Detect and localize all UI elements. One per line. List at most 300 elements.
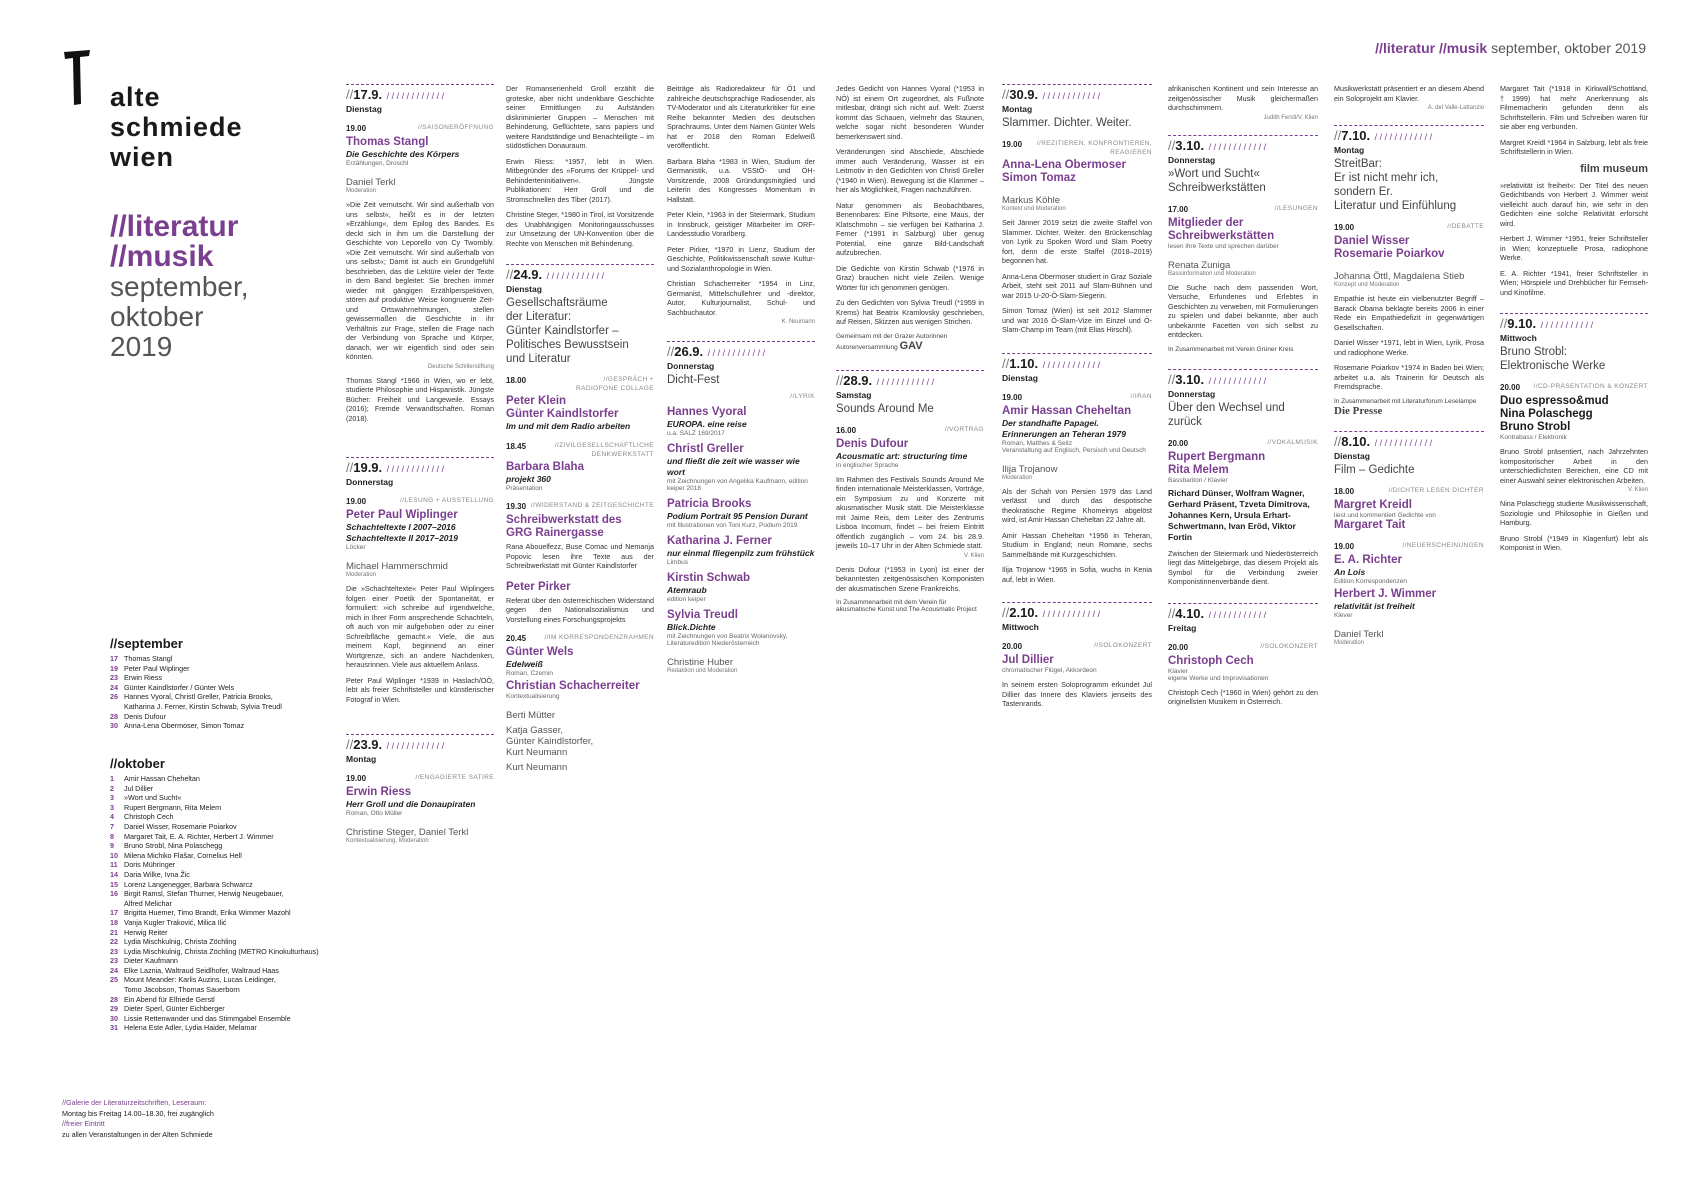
column-8 [1334, 84, 1484, 646]
headline-month-1: september, [110, 271, 249, 302]
event-wort-und-sucht [1168, 205, 1318, 277]
oktober-list-item [110, 966, 340, 976]
event-day: Donnerstag [346, 477, 394, 487]
text-credit: K. Neumann [781, 319, 815, 325]
moderator: Daniel Terkl [1334, 628, 1384, 640]
poet-entry [667, 443, 815, 492]
moderator-role: Moderation [1002, 474, 1033, 481]
list-entry: Bruno Strobl, Nina Polaschegg [124, 841, 223, 851]
oktober-list-item [110, 793, 340, 803]
event-description: »Die Zeit vernutscht. Wir sind außerhalb von uns selbst«, heißt es in der letzten »Erzählung«, dem Epilog des Bandes. Es deckt sich in ihm um die Darstellung der Geschichte von Leporello von Cy Twombly. »Die Zeit vernutscht. Wir sind außerhalb von uns selbst«; Damit ist auch ein Grundgefühl beschrieben, das die Lektüre vieler der Texte in dem Band begleitet: Sie brechen immer wieder mit gängigen Erzählperspektiven, stören auf produktive Weise kongruente Zeit- und Ortswahrnehmungen, stellen gewissermaßen die Geschichte in ihr Verhältnis zur Frage, stellen die Frage nach der Verbindung von Sprache und Körper, danach, wer wir eigentlich sind oder sein könnten. [346, 200, 494, 361]
list-entry: Rupert Bergmann, Rita Melem [124, 802, 222, 812]
author-bio: E. A. Richter *1941, freier Schriftsteller in Wien; Hörspiele und Drehbücher für Fernseh- und Kinofilme. [1500, 268, 1648, 297]
free-entry-text: zu allen Veranstaltungen in der Alten Schmiede [62, 1129, 213, 1139]
book-title: Der standhafte Papagei. [1002, 417, 1099, 428]
publication-note: mit Zeichnungen von Beatrix Wolanovsky, Literaturedition Niederösterreich [667, 633, 788, 647]
sponsor-note: In Zusammenarbeit mit dem Verein für akusmatische Kunst und The Acousmatic Project [836, 599, 977, 613]
event-time: 19.00 [346, 124, 367, 133]
group-name: Schreibwerkstatt des [506, 514, 622, 526]
list-day: 3 [110, 802, 114, 812]
event-tag: //GESPRÄCH + [603, 376, 654, 383]
opening-hours: Montag bis Freitag 14.00–18.30, frei zugänglich [62, 1108, 214, 1118]
author-name: Margaret Tait [1334, 518, 1406, 531]
brand-name [110, 82, 243, 172]
oktober-index [110, 756, 340, 1033]
event-tag: //VORTRAG [944, 425, 984, 433]
list-entry: Lissie Rettenwander und das Stimmgabel Ensemble [124, 1013, 291, 1023]
date-heading-28-9: //28.9. / / / / / / / / / / / / Samstag Sounds Around Me [836, 370, 984, 416]
text-credit: A. del Valle-Lattanzio [1427, 105, 1484, 111]
author-name: E. A. Richter [1334, 553, 1402, 566]
list-entry: Christoph Cech [124, 812, 174, 822]
book-publisher: Erzählungen, Droschl [346, 160, 409, 167]
oktober-list-item [110, 803, 340, 813]
event-strobl [1500, 383, 1648, 441]
performer-name: Anna-Lena Obermoser [1002, 159, 1126, 171]
galerie-label: //Galerie der Literaturzeitschriften, Leseraum: [62, 1098, 207, 1107]
film-museum-logo: film museum [1580, 162, 1648, 175]
die-presse-logo: Die Presse [1334, 404, 1383, 417]
list-entry: Lorenz Langenegger, Barbara Schwarcz [124, 879, 253, 889]
list-entry: Tomo Jacobson, Thomas Sauerborn [124, 985, 240, 995]
brand-line-3: wien [110, 142, 175, 172]
event-date: //3.10. [1168, 137, 1205, 153]
author-name: Herbert J. Wimmer [1334, 587, 1437, 600]
event-tag: //WIDERSTAND & ZEITGESCHICHTE [530, 502, 654, 509]
column-5 [836, 84, 984, 613]
footer-info [62, 1098, 302, 1140]
september-list-item [110, 712, 330, 722]
list-day: 3 [110, 793, 114, 803]
event-day: Freitag [1168, 622, 1197, 633]
oktober-list-item [110, 908, 340, 918]
poem-collection-title: Podium Portrait 95 Pension Durant [667, 511, 808, 521]
oktober-list-item [110, 880, 340, 890]
event-time: 20.00 [1168, 642, 1189, 652]
poet-entry [667, 572, 815, 603]
poetry-description: Die Gedichte von Kirstin Schwab (*1976 in Graz) brauchen nicht viele Zeilen. Wenige Wörter für ich genommen genügen. [836, 263, 984, 292]
author-bio: Daniel Wisser *1971, lebt in Wien, Lyrik, Prosa und radiophone Werke. [1334, 338, 1484, 357]
event-date: //26.9. [667, 344, 704, 359]
list-entry: Peter Paul Wiplinger [124, 663, 190, 673]
moderator: Johanna Öttl, Magdalena Stieb [1334, 271, 1465, 282]
event-time: 19.00 [346, 497, 367, 506]
event-day: Donnerstag [1168, 388, 1216, 399]
list-day: 23 [110, 673, 118, 683]
poet-entry [667, 609, 815, 647]
event-time: 19.00 [1002, 140, 1023, 149]
continued-text: Musikwerkstatt präsentiert er an diesem Abend ein Soloprojekt am Klavier. [1334, 84, 1484, 103]
author-bio: Margret Kreidl *1964 in Salzburg, lebt als freie Schriftstellerin in Wien. [1500, 137, 1648, 156]
list-entry: Herwig Reiter [124, 927, 168, 937]
event-tag: //CD-PRÄSENTATION & KONZERT [1533, 383, 1648, 390]
date-heading-23-9: //23.9. / / / / / / / / / / / / Montag [346, 734, 494, 764]
event-tag-2: RADIOFONE COLLAGE [576, 385, 654, 392]
event-tag-2: DENKWERKSTATT [591, 451, 654, 458]
author-name: Thomas Stangl [346, 136, 429, 148]
event-description: Seit Jänner 2019 setzt die zweite Staffel von Slammer. Dichter. Weiter. den Brückenschlag von Lyrik zu Spoken Word und Slam Poetry fort, denn die erste Staffel (2018–2019) begonnen hat. [1002, 218, 1152, 265]
column-4 [667, 84, 815, 674]
event-sub: liest und kommentiert Gedichte von [1334, 511, 1436, 519]
poet-list [667, 406, 815, 647]
event-time: 18.00 [1334, 486, 1355, 496]
musician-name: Nina Polaschegg [1500, 408, 1593, 420]
book-publisher: Edition Korrespondenzen [1334, 577, 1407, 585]
author-bio: Christine Steger, *1980 in Tirol, ist Vorsitzende des Unabhängigen Monitoringausschusses zur Umsetzung der UN-Konvention über die Rechte von Menschen mit Behinderung. [506, 210, 654, 248]
moderator-role: Kontextualisierung, Moderation [346, 838, 429, 844]
event-dillier [1002, 642, 1152, 674]
event-time: 19.30 [506, 502, 527, 511]
gav-logo: GAV [899, 339, 923, 352]
author-bio: Peter Paul Wiplinger *1939 in Haslach/OÖ, lebt als freier Schriftsteller und künstlerischer Fotograf in Wien. [346, 675, 494, 704]
oktober-list-item [110, 822, 340, 832]
column-9 [1500, 84, 1648, 553]
list-entry: Katharina J. Ferner, Kirstin Schwab, Sylvia Treudl [124, 701, 282, 711]
date-heading-17-9: //17.9. / / / / / / / / / / / / Dienstag [346, 84, 494, 114]
program-headline [110, 212, 249, 362]
book-title: An Lois [1334, 566, 1366, 577]
performer-name: Simon Tomaz [1002, 172, 1076, 184]
speaker-bio: Denis Dufour (*1953 in Lyon) ist einer der bekanntesten zeitgenössischen Komponisten der akusmatischen Szene Frankreichs. [836, 564, 984, 593]
headline-musik: //musik [110, 240, 214, 273]
speaker-name: Günter Kaindlstorfer [506, 408, 619, 420]
oktober-list-item [110, 1023, 340, 1033]
list-entry: Erwin Riess [124, 673, 162, 683]
list-day: 18 [110, 917, 118, 927]
list-entry: »Wort und Sucht« [124, 793, 182, 803]
list-day: 11 [110, 860, 118, 870]
event-kreidl [1334, 487, 1484, 532]
continued-text: Margaret Tait (*1918 in Kirkwall/Schottland, †1999) hat mehr Anerkennung als Filmemacherin gefunden denn als Schriftstellerin. Film und Schreiben waren für sie aber eng verbunden. [1500, 84, 1648, 131]
author-bio: Herbert J. Wimmer *1951, freier Schriftsteller in Wien; konzeptuelle Prosa, radiophone Werke. [1500, 234, 1648, 262]
lecture-title: Acousmatic art: structuring time [836, 450, 968, 461]
event-date: //19.9. [346, 460, 383, 475]
alte-schmiede-t-logo [62, 48, 92, 106]
book-title-2: Schachteltexte II 2017–2019 [346, 533, 458, 543]
list-day: 24 [110, 965, 118, 975]
september-list-item [110, 664, 330, 674]
event-date: //9.10. [1500, 316, 1537, 331]
author-name: Rosemarie Poiarkov [1334, 248, 1445, 260]
date-heading-7-10: //7.10. / / / / / / / / / / / / Montag StreitBar: Er ist nicht mehr ich, sondern Er. Literatur und Einfühlung [1334, 125, 1484, 213]
moderator-role: Moderation [346, 188, 377, 194]
book-title: Edelweiß [506, 659, 543, 669]
brand-line-1: alte [110, 82, 161, 112]
event-time: 20.00 [1002, 642, 1023, 651]
musician-bio: Nina Polaschegg studierte Musikwissenschaft, Soziologie und Philosophie in Gießen und Hamburg. [1500, 499, 1648, 527]
list-entry: Denis Dufour [124, 711, 166, 721]
oktober-list-item [110, 918, 340, 928]
september-list-item [110, 654, 330, 664]
oktober-list-item [110, 841, 340, 851]
publication-note: mit Illustrationen von Toni Kurz, Podium 2019 [667, 522, 798, 529]
list-day: 28 [110, 994, 118, 1004]
list-day: 28 [110, 711, 118, 721]
moderator-role: Basisinformation und Moderation [1168, 270, 1256, 277]
event-date: //30.9. [1002, 87, 1039, 102]
poet-name: Sylvia Treudl [667, 609, 738, 621]
event-description: Rana Abouelfezz, Buse Comac und Nemanja Popovic lesen ihre Texte aus der Schreibwerkstatt mit Günter Kaindlstorfer [506, 542, 654, 570]
poet-name: Patricia Brooks [667, 498, 752, 510]
event-tag: //ZIVILGESELLSCHAFTLICHE [554, 442, 654, 449]
event-tag: //LESUNGEN [1274, 204, 1318, 212]
list-day: 25 [110, 975, 118, 985]
list-entry: Brigitta Huemer, Timo Brandt, Erika Wimmer Mazohl [124, 908, 291, 918]
performer-bio: Anna-Lena Obermoser studiert in Graz Soziale Arbeit, steht seit 2011 auf Slam-Bühnen und war 2015 U-20-Ö-Slam-Siegerin. [1002, 271, 1152, 300]
poet-entry [667, 535, 815, 566]
author-name: Peter Paul Wiplinger [346, 509, 458, 521]
poem-collection-title: Blick.Dichte [667, 622, 716, 632]
headline-month-2: oktober [110, 301, 204, 332]
event-blaha [506, 442, 654, 492]
list-day: 23 [110, 946, 118, 956]
speaker-name: Christian Schacherreiter [506, 680, 640, 692]
date-heading-9-10: //9.10. / / / / / / / / / / / Mittwoch Bruno Strobl: Elektronische Werke [1500, 313, 1648, 373]
event-date: //17.9. [346, 87, 383, 102]
speaker-name: Barbara Blaha [506, 461, 584, 473]
list-day: 22 [110, 937, 118, 947]
date-heading-3-10-a: //3.10. / / / / / / / / / / / / Donnerstag »Wort und Sucht« Schreibwerkstätten [1168, 135, 1318, 195]
list-day: 16 [110, 889, 118, 899]
book-title: Die Geschichte des Körpers [346, 149, 460, 159]
list-day: 8 [110, 831, 114, 841]
date-heading-2-10: //2.10. / / / / / / / / / / / / Mittwoch [1002, 602, 1152, 632]
event-description: In seinem ersten Soloprogramm erkundet Jul Dillier das Innere des Klaviers jenseits des Tastenrands. [1002, 680, 1152, 708]
musician-name: Bruno Strobl [1500, 421, 1571, 433]
moderator: Kurt Neumann [506, 747, 568, 758]
column-3 [506, 84, 654, 773]
author-name: Günter Wels [506, 646, 574, 658]
oktober-list-item [110, 947, 340, 957]
oktober-list-item [110, 832, 340, 842]
event-date: //8.10. [1334, 433, 1371, 449]
list-day: 31 [110, 1023, 118, 1033]
author-bio: Barbara Blaha *1983 in Wien, Studium der Germanistik, u.a. VSStÖ- und ÖH-Vorsitzende, 2008 Gründungsmitglied und Leiterin des Kongresses Momentum in Hallstatt. [667, 156, 815, 204]
event-day: Donnerstag [667, 361, 715, 371]
sponsor-note: In Zusammenarbeit mit Verein Grüner Kreis [1168, 345, 1294, 353]
list-entry: Daria Wilke, Ivna Žic [124, 869, 190, 879]
oktober-list-item [110, 956, 340, 966]
moderator: Ilija Trojanow [1002, 463, 1058, 475]
date-heading-30-9: //30.9. / / / / / / / / / / / / Montag Slammer. Dichter. Weiter. [1002, 84, 1152, 130]
author-bio: Christian Schacherreiter *1954 in Linz, Germanist, Mittelschullehrer und -direktor, Autor, Kulturjournalist, Schul- und Sachbuchautor. [667, 279, 815, 317]
event-day: Dienstag [1002, 372, 1038, 383]
poet-entry [667, 406, 815, 437]
publication-note: edition keiper [667, 596, 706, 603]
moderator: Renata Zuniga [1168, 259, 1231, 271]
september-list [110, 654, 330, 731]
continued-text: Der Romanserienheld Groll erzählt die groteske, aber nicht undenkbare Geschichte seiner Ermittlungen zu Aufständen diskriminierter Gruppen – Menschen mit Behinderung, Geflüchtete, sans papiers und weitere Randständige und Benachteiligte – im südöstlichen Donauraum. [506, 84, 654, 150]
event-date: //7.10. [1334, 128, 1371, 143]
event-tag: //SOLOKONZERT [1260, 642, 1318, 650]
brand-line-2: schmiede [110, 112, 243, 142]
event-wiplinger [346, 497, 494, 704]
list-day: 14 [110, 869, 118, 879]
list-entry: Lydia Mischkulnig, Christa Zöchling [124, 937, 237, 947]
event-day: Samstag [836, 389, 872, 400]
author-name: Margret Kreidl [1334, 498, 1412, 511]
event-tag: //SOLOKONZERT [1094, 642, 1152, 649]
event-day: Dienstag [346, 104, 382, 114]
poetry-description: Veränderungen sind Abschiede, Abschiede immer auch Veränderung, Wasser ist ein Leitmotiv in den Gedichten von Christl Greller (*1940 in Wien). Bewegung ist die Klammer – hier als Möglichkeit, Fragen nachzuführen. [836, 147, 984, 194]
poet-name: Katharina J. Ferner [667, 535, 772, 547]
text-credit: Deutsche Schillerstiftung [427, 363, 494, 370]
list-day: 17 [110, 654, 118, 663]
poetry-description: Natur genommen als Beobachtbares, Benennbares: Eine Piltsorte, eine Maus, der Klatschmohn – sie verfügen bei Katharina J. Ferner (*1991 in Salzburg) über genug Potential, eine ganze Bild-Landschaft aufzubrechen. [836, 200, 984, 257]
event-schreibwerkstatt [506, 502, 654, 571]
list-entry: Dieter Kaufmann [124, 956, 178, 966]
group-name: Mitglieder der [1168, 216, 1244, 229]
moderator-role: Moderation [346, 572, 377, 578]
oktober-list-item [110, 1014, 340, 1024]
list-day: 30 [110, 721, 118, 731]
program-note: eigene Werke und Improvisationen [1168, 674, 1269, 682]
event-description: »relativität ist freiheit«: Der Titel des neuen Gedichtbands von Herbert J. Wimmer weist vielleicht auch darauf hin, wie sehr in den Gedichten eine solche Relativität erforscht wird. [1500, 180, 1648, 228]
publication-note: Limbus [667, 559, 688, 566]
book-subtitle: Erinnerungen an Teheran 1979 [1002, 428, 1126, 439]
book-publisher: Roman, Otto Müller [346, 810, 403, 817]
list-entry: Anna-Lena Obermoser, Simon Tomaz [124, 721, 245, 731]
event-day: Donnerstag [1168, 154, 1216, 165]
event-description: Zwischen der Steiermark und Niederösterreich liegt das Mittelgebirge, das diesem Projekt als Symbol für die Verbindung zweier Komponistinnenverbände dient. [1168, 548, 1318, 586]
list-day: 30 [110, 1013, 118, 1023]
column-6 [1002, 84, 1152, 709]
list-day: 4 [110, 812, 114, 822]
headline-year: 2019 [110, 331, 173, 362]
event-theme: Über den Wechsel und zurück [1168, 401, 1285, 428]
oktober-list-item [110, 937, 340, 947]
list-entry: Günter Kaindlstorfer / Günter Wels [124, 682, 235, 692]
list-day: 7 [110, 821, 114, 831]
text-credit: V. Klien [963, 552, 984, 559]
author-bio: Peter Klein, *1963 in der Steiermark, Studium in Innsbruck, geistiger Mitarbeiter im ORF-Landesstudio Vorarlberg. [667, 210, 815, 238]
list-day: 1 [110, 774, 114, 783]
musician-name: Jul Dillier [1002, 654, 1054, 666]
sponsor-gav: Gemeinsam mit der Grazer Autorinnen Autorenversammlung GAV [836, 332, 948, 352]
event-day: Montag [1002, 104, 1033, 114]
oktober-list-item [110, 928, 340, 938]
speaker-name: Peter Pirker [506, 580, 571, 593]
september-list-item [110, 692, 330, 702]
event-day: Montag [1334, 145, 1365, 155]
moderator: Christine Steger, Daniel Terkl [346, 827, 469, 838]
event-theme: Slammer. Dichter. Weiter. [1002, 117, 1132, 129]
event-date: //4.10. [1168, 605, 1205, 621]
sponsor-leselampe: In Zusammenarbeit mit Literaturforum Leselampe Die Presse [1334, 397, 1477, 417]
list-day: 15 [110, 879, 118, 889]
event-language: Veranstaltung auf Englisch, Persisch und Deutsch [1002, 446, 1146, 454]
book-publisher: Roman, Matthes & Seitz [1002, 439, 1073, 447]
column-7 [1168, 84, 1318, 707]
book-title-1: Schachteltexte I 2007–2016 [346, 522, 456, 532]
event-time: 16.00 [836, 425, 857, 435]
author-bio: Amir Hassan Cheheltan *1956 in Teheran, Studium in England; neun Romane, sechs Sammelbände mit Kurzgeschichten. [1002, 530, 1152, 559]
instrument: chromatischer Flügel, Akkordeon [1002, 667, 1097, 674]
poet-name: Christl Greller [667, 443, 744, 455]
event-description: Die »Schachteltexte« Peter Paul Wiplingers folgen einer Poetik der Spontaneität, er formuliert: »ich schreibe auf irgendwelche, mich in Ihrer Form ansprechende Schachteln, oft auch von mir aufgehoben oder zu einer Schreibfläche gemacht.« Viele, die aus meinem Kopf, beginnend an einer Wortgrenze, sich an andere Nachdenken, herausrinnen. Viele aus aktuellem Anlass. [346, 584, 494, 669]
event-date: //2.10. [1002, 605, 1039, 620]
event-title: projekt 360 [506, 474, 551, 484]
event-erwin-riess [346, 774, 494, 844]
event-time: 17.00 [1168, 204, 1189, 214]
moderator-role: Kontext und Moderation [1002, 206, 1066, 212]
september-list-item [110, 683, 330, 693]
list-entry: Helena Este Adler, Lydia Haider, Melamar [124, 1023, 257, 1033]
group-name: GRG Rainergasse [506, 527, 604, 539]
event-day: Mittwoch [1002, 622, 1039, 632]
poetry-description: Jedes Gedicht von Hannes Vyoral (*1953 in NÖ) ist einem Ort zugeordnet, als Fußnote mitlesbar, drängt sich nicht auf. Welt: Zuerst kommt das Schauen, vielmehr das Staunen, welche sogar nicht besonderen Wunder bemerkenswert sind. [836, 84, 984, 141]
list-entry: Mount Meander: Karlis Auzins, Lucas Leidinger, [124, 975, 276, 985]
publication-note: mit Zeichnungen von Angelika Kaufmann, edition keiper 2018 [667, 478, 808, 492]
event-tag-2: REAGIEREN [1110, 149, 1152, 156]
event-date: //24.9. [506, 267, 543, 282]
event-theme: Sounds Around Me [836, 402, 934, 415]
instrument: Bassbariton / Klavier [1168, 476, 1228, 484]
list-entry: Elke Laznia, Waltraud Seidlhofer, Waltraud Haas [124, 965, 279, 975]
book-publisher: Roman, Czernin [506, 670, 553, 677]
musician-bio: Bruno Strobl (*1949 in Klagenfurt) lebt als Komponist in Wien. [1500, 533, 1648, 552]
event-time: 19.00 [1334, 541, 1355, 551]
poet-entry [667, 498, 815, 529]
event-description: Empathie ist heute ein vielbenutzter Begriff – Barack Obama beklagte bereits 2006 in einer Rede ein Empathiedefizit in gegenwärtigen Gesellschaften. [1334, 294, 1484, 332]
event-theme: »Wort und Sucht« Schreibwerkstätten [1168, 167, 1266, 194]
book-publisher: Klever [1334, 611, 1353, 619]
event-time: 19.00 [346, 774, 367, 783]
event-theme: Dicht-Fest [667, 374, 720, 386]
continued-text: Beiträge als Radioredakteur für Ö1 und zahlreiche deutschsprachige Radiosender, als TV-Moderator und als Literaturkritiker für eine Reihe bekannter Medien des deutschen Sprachraums. Unter dem Namen Günter Wels hat er 2018 den Roman Edelweiß veröffentlicht. [667, 84, 815, 150]
list-day: 10 [110, 850, 118, 860]
event-theme: Gesellschaftsräume der Literatur: Günter Kaindlstorfer – Politisches Bewusstsein und Literatur [506, 297, 629, 365]
list-day: 24 [110, 682, 118, 692]
event-tag: //IRAN [1130, 392, 1152, 400]
event-description: Bruno Strobl präsentiert, nach Jahrzehnten kompositorischer Arbeit in den unterschiedlichsten Bereichen, eine CD mit einer Auswahl seiner elektronischen Arbeiten. [1500, 447, 1648, 485]
oktober-list-item [110, 975, 340, 985]
event-day: Dienstag [506, 284, 542, 294]
event-theme: StreitBar: Er ist nicht mehr ich, sondern Er. Literatur und Einfühlung [1334, 158, 1457, 212]
musician-name: Rita Melem [1168, 463, 1229, 476]
date-heading-1-10: //1.10. / / / / / / / / / / / / Dienstag [1002, 353, 1152, 383]
event-theme: Film – Gedichte [1334, 463, 1415, 476]
event-time: 18.00 [506, 376, 527, 385]
event-time: 20.00 [1500, 383, 1521, 392]
free-entry-label: //freier Eintritt [62, 1119, 105, 1128]
oktober-list-item [110, 851, 340, 861]
moderator: Daniel Terkl [346, 177, 396, 188]
speaker-name: Peter Klein [506, 395, 567, 407]
ensemble-name: Duo espresso&mud [1500, 395, 1609, 407]
event-description: Als der Schah von Persien 1979 das Land verlässt und durch das despotische theokratische Regime Khomeinys abgelöst wird, ist Amir Hassan Cheheltan 22 Jahre alt. [1002, 486, 1152, 524]
list-day: 2 [110, 783, 114, 793]
speaker-name: Denis Dufour [836, 437, 909, 450]
event-wels [506, 634, 654, 700]
book-title: Herr Groll und die Donaupiraten [346, 799, 476, 809]
moderator: Kurt Neumann [506, 762, 568, 773]
event-tag: //SAISONERÖFFNUNG [417, 124, 494, 131]
moderator: Markus Köhle [1002, 195, 1061, 206]
date-heading-3-10-b: //3.10. / / / / / / / / / / / / Donnerstag Über den Wechsel und zurück [1168, 369, 1318, 429]
event-time: 20.45 [506, 634, 527, 643]
list-entry: Milena Michiko Flašar, Cornelius Hell [124, 850, 242, 860]
oktober-list-item [110, 899, 340, 909]
oktober-list-item [110, 860, 340, 870]
author-name: Daniel Wisser [1334, 235, 1410, 247]
list-entry: Vanja Kugler Traković, Milica Ilić [124, 917, 227, 927]
list-day: 19 [110, 663, 118, 673]
event-slam [1002, 140, 1152, 212]
list-day: 21 [110, 927, 118, 937]
oktober-list-item [110, 995, 340, 1005]
musician-name: Christoph Cech [1168, 654, 1254, 667]
